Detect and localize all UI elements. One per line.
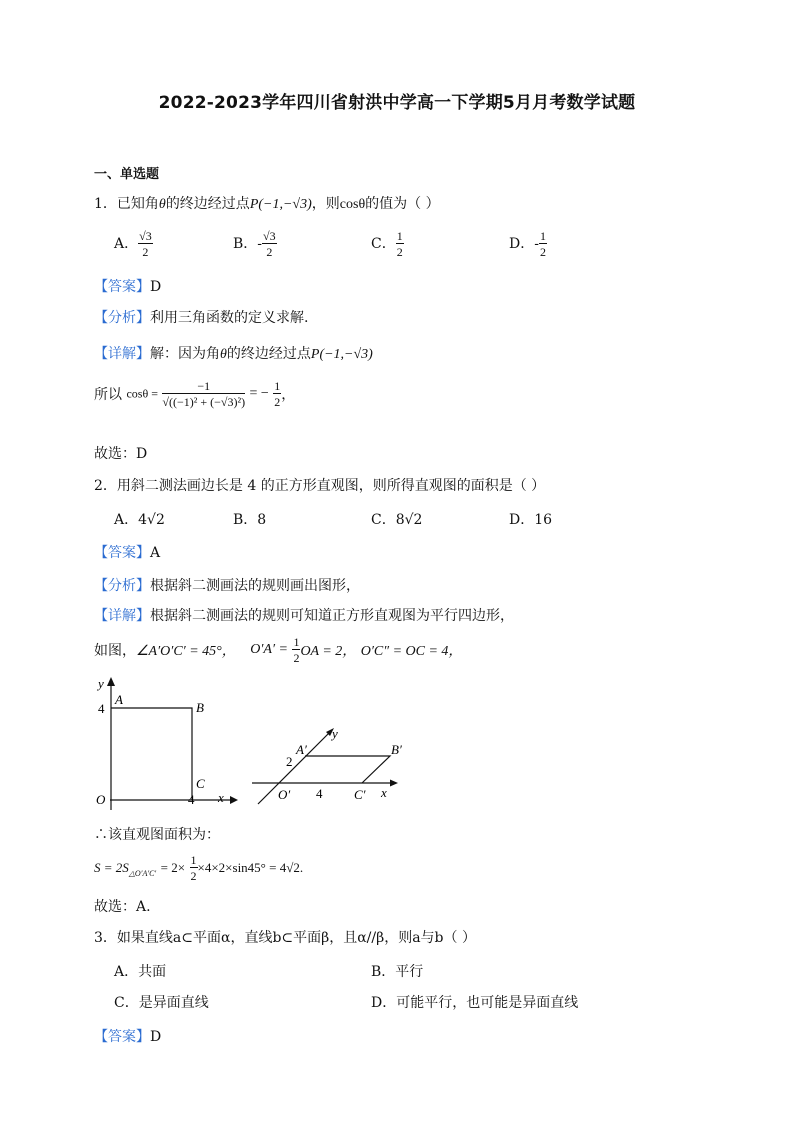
q2-formula-num: 1	[190, 853, 197, 867]
q1-option-b	[233, 230, 277, 258]
q2-formula-den: 2	[190, 869, 197, 883]
q1-detail-text-b: 的终边经过点	[226, 346, 311, 362]
q1-option-d-den: 2	[539, 245, 546, 259]
q1-option-d-num: 1	[539, 229, 546, 243]
x-axis-arrow	[230, 796, 238, 804]
q1-detail-text-a: 解：因为角	[150, 346, 220, 362]
q1-detail	[94, 343, 373, 363]
label-two: 2	[286, 754, 293, 769]
q1-cos: cosθ	[339, 197, 366, 212]
q1-option-d-frac	[539, 230, 547, 258]
label-b: B	[196, 700, 204, 715]
q1-option-b-sign: -	[257, 236, 263, 252]
label-c: C	[196, 776, 205, 791]
q3-option-d: D．可能平行，也可能是异面直线	[371, 995, 579, 1011]
label-x-prime: x	[381, 785, 387, 800]
q3-option-b: B．平行	[371, 964, 424, 980]
q2-oa-den: 2	[293, 651, 300, 665]
analysis-tag: 【分析】	[94, 578, 150, 594]
label-a-prime: A′	[296, 742, 307, 757]
q2-formula-a: S = 2S	[94, 860, 129, 875]
q2-oa-num: 1	[293, 635, 300, 649]
q1-option-c-label: C．	[371, 236, 396, 252]
answer-tag: 【答案】	[94, 545, 150, 561]
q1-option-a-den: 2	[142, 245, 149, 259]
detail-tag: 【详解】	[94, 608, 150, 624]
q2-area-formula	[94, 854, 303, 882]
label-y-prime: y	[332, 726, 338, 741]
q2-formula-c: ×4×2×sin45° = 4√2.	[197, 860, 304, 875]
q1-option-c-num: 1	[396, 229, 403, 243]
x-prime-arrow	[390, 780, 398, 787]
q1-formula-lhs: cosθ =	[126, 386, 158, 401]
label-x: x	[218, 790, 224, 805]
q2-analysis-text: 根据斜二测画法的规则画出图形，	[150, 578, 360, 594]
label-o: O	[96, 792, 106, 807]
y-axis-arrow	[107, 677, 115, 686]
label-o-prime: O′	[278, 787, 291, 802]
q2-answer	[94, 542, 160, 562]
q2-choose: 故选：A.	[94, 899, 151, 915]
q1-stem	[94, 193, 440, 213]
label-b-prime: B′	[391, 742, 402, 757]
q1-option-b-den: 2	[266, 245, 273, 259]
square-edges	[111, 708, 192, 800]
q1-stem-text-b: 的终边经过点	[165, 196, 250, 212]
label-four-x: 4	[188, 792, 195, 807]
q1-option-d	[509, 230, 547, 258]
q1-choose: 故选：D	[94, 446, 148, 462]
q2-formula-frac	[190, 854, 198, 882]
q2-analysis	[94, 575, 360, 595]
q1-analysis	[94, 307, 308, 327]
q2-answer-value: A	[150, 545, 161, 561]
q1-formula-rhs-num: 1	[274, 379, 281, 393]
label-four-y: 4	[98, 701, 105, 716]
q1-answer-value: D	[150, 279, 162, 295]
q1-option-a	[114, 230, 153, 258]
q1-option-d-sign: -	[534, 236, 539, 252]
page-title: 2022-2023学年四川省射洪中学高一下学期5月月考数学试题	[158, 93, 636, 113]
label-c-prime: C′	[354, 787, 366, 802]
q1-formula	[94, 380, 295, 408]
q2-option-d: D．16	[509, 512, 553, 528]
q3-stem: 3．如果直线a⊂平面α，直线b⊂平面β，且α//β，则a与b（ ）	[94, 930, 476, 946]
oblique-figure	[250, 722, 420, 808]
section-heading: 一、单选题	[94, 167, 160, 182]
q1-option-b-frac	[262, 230, 277, 258]
q1-stem-text-c: ，则	[311, 196, 340, 212]
q2-oa-lhs: O′A′ =	[250, 642, 288, 657]
q2-area-text: ∴该直观图面积为：	[94, 827, 220, 843]
parallelogram-edges	[305, 756, 390, 783]
q1-option-c	[371, 230, 404, 258]
analysis-tag: 【分析】	[94, 310, 150, 326]
q1-detail-point: P(−1,−√3)	[310, 347, 373, 362]
q2-angle: ∠A′O′C′ = 45°，	[136, 644, 236, 659]
detail-tag: 【详解】	[94, 346, 150, 362]
q2-option-c: C．8√2	[371, 512, 423, 528]
q2-detail	[94, 605, 514, 625]
q2-formula-sub: △O′A′C′	[128, 868, 157, 878]
q3-option-a: A．共面	[114, 964, 167, 980]
q2-stem: 2．用斜二测法画边长是 4 的正方形直观图，则所得直观图的面积是（ ）	[94, 478, 546, 494]
q1-option-d-label: D．	[509, 236, 535, 252]
q1-option-a-label: A．	[114, 236, 139, 252]
q1-formula-tail: ，	[281, 387, 296, 403]
q1-analysis-text: 利用三角函数的定义求解.	[150, 310, 309, 326]
q1-stem-text-d: 的值为（ ）	[365, 196, 440, 212]
q1-option-a-num: √3	[139, 229, 152, 243]
q2-formula-b: = 2×	[160, 860, 186, 875]
q2-figure-desc	[94, 636, 462, 664]
q3-answer-value: D	[150, 1029, 162, 1045]
q1-formula-num: −1	[162, 380, 245, 394]
q1-detail-theta: θ	[220, 347, 227, 362]
q2-option-a: A．4√2	[114, 512, 165, 528]
answer-tag: 【答案】	[94, 1029, 150, 1045]
label-y: y	[98, 676, 104, 691]
q1-answer	[94, 276, 161, 296]
q1-formula-den: √((−1)² + (−√3)²)	[162, 395, 246, 409]
q2-oa-rhs: OA = 2，	[300, 644, 357, 659]
q1-formula-frac	[162, 380, 245, 408]
q2-fig-prefix: 如图，	[94, 643, 136, 659]
q2-oc: O′C″ = OC = 4，	[360, 644, 463, 659]
q2-option-b: B．8	[233, 512, 267, 528]
q1-option-c-den: 2	[396, 245, 403, 259]
q3-option-c: C．是异面直线	[114, 995, 209, 1011]
q1-point: P(−1,−√3)	[249, 197, 312, 212]
q1-option-a-frac	[138, 230, 153, 258]
q1-option-b-num: √3	[263, 229, 276, 243]
q1-stem-text-a: 1．已知角	[94, 196, 159, 212]
q1-formula-eq: = −	[249, 386, 269, 401]
label-a: A	[115, 692, 123, 707]
q3-answer	[94, 1026, 161, 1046]
q2-detail-text: 根据斜二测画法的规则可知道正方形直观图为平行四边形，	[150, 608, 514, 624]
q1-formula-rhs-den: 2	[274, 395, 281, 409]
square-figure	[92, 672, 242, 814]
q1-option-b-label: B．	[233, 236, 258, 252]
q1-so: 所以	[94, 387, 122, 403]
q1-option-c-frac	[396, 230, 404, 258]
q1-theta: θ	[158, 197, 166, 212]
label-four: 4	[316, 786, 323, 801]
answer-tag: 【答案】	[94, 279, 150, 295]
